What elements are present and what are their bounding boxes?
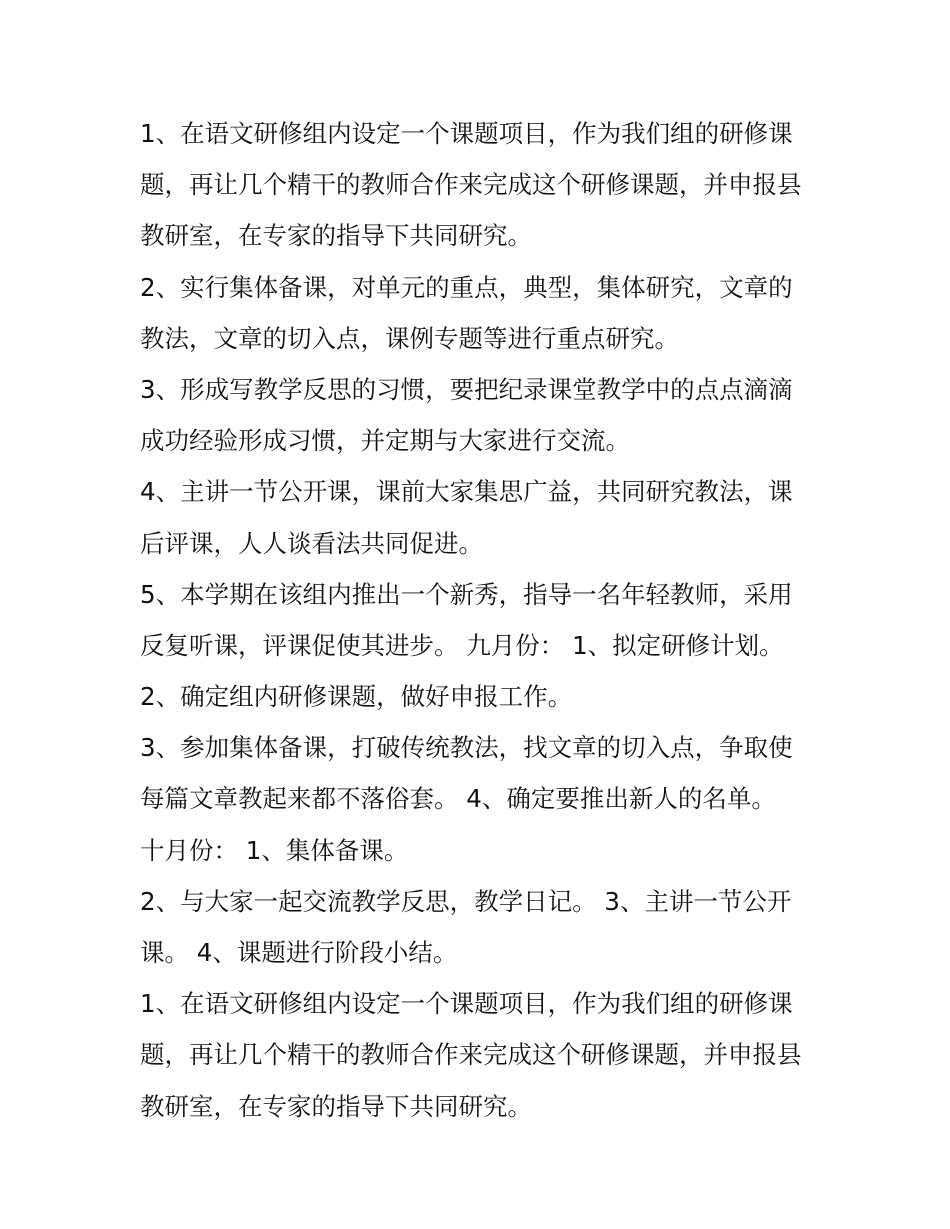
text-line: 后评课，人人谈看法共同促进。	[140, 528, 483, 558]
text-line: 成功经验形成习惯，并定期与大家进行交流。	[140, 426, 630, 456]
text-line: 教研室，在专家的指导下共同研究。	[140, 221, 532, 251]
text-line: 2、实行集体备课，对单元的重点，典型，集体研究，文章的	[140, 272, 793, 302]
text-line: 1、在语文研修组内设定一个课题项目，作为我们组的研修课	[140, 989, 793, 1019]
text-line: 5、本学期在该组内推出一个新秀，指导一名年轻教师，采用	[140, 579, 793, 609]
text-line: 3、形成写教学反思的习惯，要把纪录课堂教学中的点点滴滴	[140, 374, 793, 404]
text-line: 反复听课，评课促使其进步。 九月份： 1、拟定研修计划。	[140, 630, 784, 660]
text-line: 3、参加集体备课，打破传统教法，找文章的切入点，争取使	[140, 733, 793, 763]
text-line: 2、确定组内研修课题，做好申报工作。	[140, 682, 573, 712]
text-line: 题，再让几个精干的教师合作来完成这个研修课题，并申报县	[140, 1040, 802, 1070]
text-line: 十月份： 1、集体备课。	[140, 835, 409, 865]
text-line: 4、主讲一节公开课，课前大家集思广益，共同研究教法，课	[140, 477, 793, 507]
text-line: 每篇文章教起来都不落俗套。 4、确定要推出新人的名单。	[140, 784, 776, 814]
text-line: 教研室，在专家的指导下共同研究。	[140, 1091, 532, 1121]
text-line: 2、与大家一起交流教学反思，教学日记。 3、主讲一节公开	[140, 886, 792, 916]
text-line: 课。 4、课题进行阶段小结。	[140, 938, 458, 967]
text-line: 教法，文章的切入点，课例专题等进行重点研究。	[140, 323, 679, 353]
text-line: 1、在语文研修组内设定一个课题项目，作为我们组的研修课	[140, 119, 793, 148]
document-body	[140, 108, 830, 1132]
text-line: 题，再让几个精干的教师合作来完成这个研修课题，并申报县	[140, 170, 802, 200]
